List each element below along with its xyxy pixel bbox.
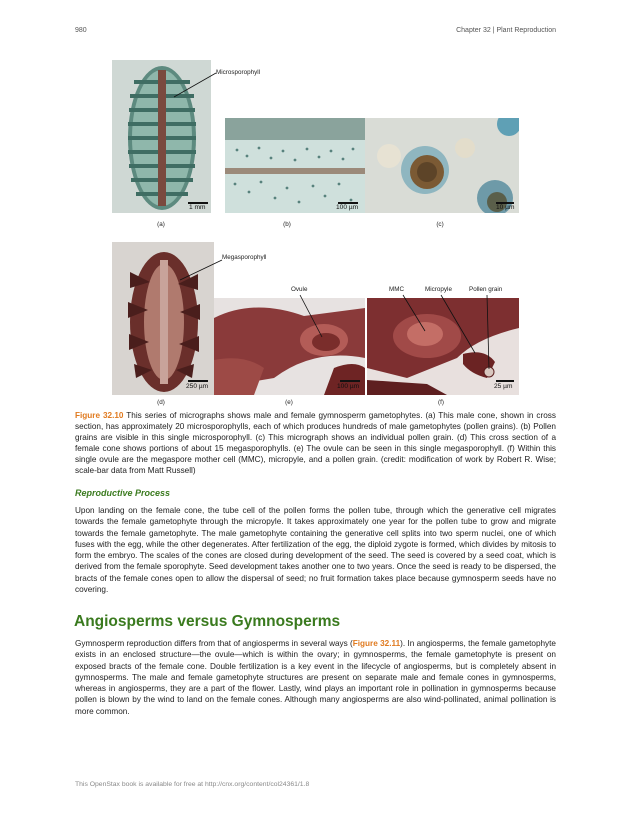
panel-d: (d) [157, 399, 165, 406]
panel-f: (f) [438, 399, 444, 406]
panel-a: (a) [157, 221, 165, 228]
scale-bar-f [496, 380, 514, 382]
panel-c: (c) [436, 221, 444, 228]
pollen-grains-image [225, 118, 365, 213]
label-micropyle: Micropyle [425, 286, 452, 293]
pointer-ovule [296, 293, 326, 341]
scale-f: 25 µm [494, 383, 513, 390]
chapter-title: Chapter 32 | Plant Reproduction [456, 27, 556, 34]
scale-b: 100 µm [336, 204, 359, 211]
figure-caption [75, 411, 556, 476]
panel-b: (b) [283, 221, 291, 228]
label-pollen-grain: Pollen grain [469, 286, 503, 293]
micrograph-b [225, 118, 365, 213]
scale-c: 10 µm [496, 204, 515, 211]
scale-e: 100 µm [337, 383, 360, 390]
label-mmc: MMC [389, 286, 405, 293]
para2-text-before: Gymnosperm reproduction differs from that of angiosperms in several ways ( [75, 639, 353, 648]
micrograph-c [365, 118, 519, 213]
scale-d: 250 µm [186, 383, 209, 390]
figure-32-11-link[interactable]: Figure 32.11 [352, 639, 401, 648]
pollen-grain-image [365, 118, 519, 213]
heading-angiosperms-vs-gymnosperms: Angiosperms versus Gymnosperms [74, 613, 341, 630]
label-megasporophyll: Megasporophyll [222, 254, 267, 261]
page-number: 980 [75, 27, 87, 34]
scale-bar-d [188, 380, 208, 382]
paragraph-reproductive-process: Upon landing on the female cone, the tube cell of the pollen forms the pollen tube, through which the generative cell migrates towards the female gametophyte through the micropyle. It takes approximately one year for the pollen tube to grow and migrate towards the female gametophyte. The male gametophyte containing the generative cell splits into two sperm nuclei, one of which fuses with the egg, while the other degenerates. After fertilization of the egg, the diploid zygote is formed, which divides by mitosis to form the embryo. The scales of the cones are closed during development of the seed. The seed is covered by a seed coat, which is derived from the female sporophyte. Seed development takes another one to two years. Once the seed is ready to be dispersed, the bracts of the female cones open to allow the dispersal of seed; no fruit formation takes place because gymnosperm seeds have no covering. [75, 506, 556, 595]
subheading-reproductive-process: Reproductive Process [75, 488, 171, 498]
para2-text-after: ). In angiosperms, the female gametophyte exists in an enclosed structure—the ovule—which is within the ovary; in gymnosperms, the female gametophyte is present on exposed bracts of the female cone. Double fertilization is a key event in the lifecycle of angiosperms, but is completely absent in gymnosperms. The male and female gametophyte structures are present on separate male and female cones in gymnosperms, whereas in angiosperms, they are a part of the flower. Lastly, wind plays an important role in pollination in gymnosperms because pollen is blown by the wind to land on the female cones. Although many angiosperms are also wind-pollinated, animal pollination is more common. [75, 639, 556, 716]
caption-text: This series of micrographs shows male and female gymnosperm gametophytes. (a) This male cone, shown in cross section, has approximately 20 microsporophylls, each of which produces hundreds of male gametophytes (pollen grains). (b) Pollen grains are visible in this single microsporophyll. (c) This micrograph shows an individual pollen grain. (d) This cross section of a female cone shows portions of about 15 megasporophylls. (e) The ovule can be seen in this single megasporophyll. (f) Within this single ovule are the megaspore mother cell (MMC), micropyle, and a pollen grain. (credit: modification of work by Robert R. Wise; scale-bar data from Matt Russell) [75, 411, 556, 475]
label-microsporophyll: Microsporophyll [216, 69, 261, 76]
scale-bar-e [340, 380, 360, 382]
scale-a: 1 mm [189, 204, 206, 211]
caption-number: Figure 32.10 [75, 411, 124, 420]
label-ovule: Ovule [291, 286, 308, 293]
pointer-megasporophyll [176, 258, 224, 282]
pointer-microsporophyll [170, 70, 218, 100]
footer-text: This OpenStax book is available for free at http://cnx.org/content/col24361/1.8 [75, 781, 310, 788]
paragraph-angiosperms-vs-gymnosperms [75, 638, 556, 717]
panel-e: (e) [285, 399, 293, 406]
pointers-f [395, 293, 519, 373]
